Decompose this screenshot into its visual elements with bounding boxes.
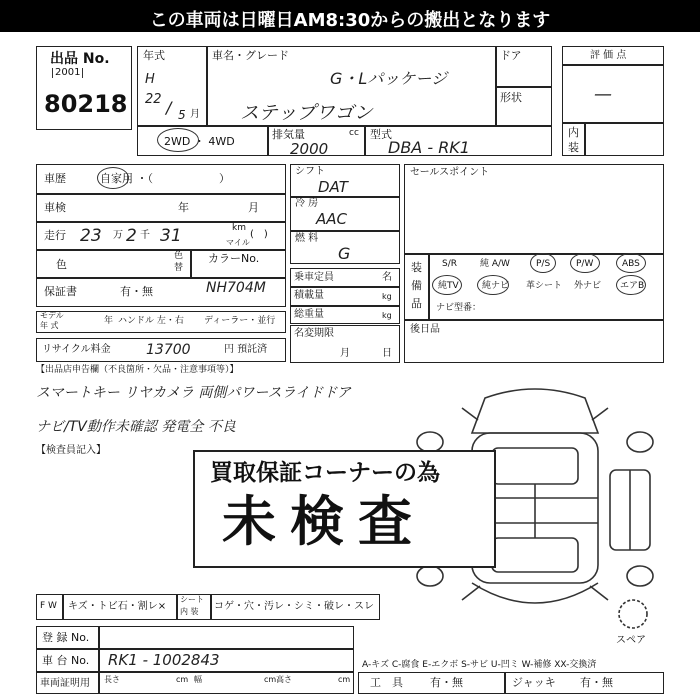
score-box [562,46,664,156]
warranty-options: 有・無 [120,285,153,298]
history-private-circle [97,167,129,189]
equip-pw: P/W [576,259,594,269]
gross-unit: kg [382,311,392,320]
registration-label: 登 録 No. [42,631,90,644]
seat-label-2: 内 装 [180,607,199,616]
arrival-label: 後日品 [410,324,440,335]
inspection-label: 車検 [44,201,66,214]
model-year-year: 22 [145,92,162,107]
equip-tv: 純TV [438,281,459,291]
vehicle-label: 車名・グレード [212,49,289,62]
mileage-paren: ( ) [250,229,268,240]
capacity-label: 乗車定員 [294,272,334,283]
equipment-label-1: 装 [411,261,422,274]
interior-label-1: 内 [568,126,579,139]
equip-airbag: エアB [620,281,645,291]
drive-2wd-circle [157,128,199,152]
model-year-row-label1: モデル [40,311,64,320]
mileage-km: km [232,223,246,233]
inspection-year-unit: 年 [178,201,189,214]
recycle-value: 13700 [146,342,191,358]
displacement-label: 排気量 [272,128,305,141]
recycle-label: リサイクル料金 [42,344,111,355]
color-change-2: 替 [174,263,184,273]
model-code-value: DBA - RK1 [388,138,470,157]
tools-box [358,672,664,694]
mileage-rest: 31 [160,226,182,246]
shift-label: シフト [295,166,325,177]
displacement-unit: cc [349,128,359,138]
equip-abs-circle [616,253,646,273]
aircon-label: 冷 房 [295,198,319,209]
aircon-value: AAC [316,210,347,228]
interior-label-2: 装 [568,141,579,154]
model-year-label: 年式 [143,49,165,62]
car-roof-front [472,389,598,433]
banner-text: この車両は日曜日AM8:30からの搬出となります [149,10,551,31]
expiry-month-unit: 月 [340,348,350,359]
load-unit: kg [382,292,392,301]
notes-line-2: ナビ/TV動作未確認 発電全 不良 [36,419,236,435]
spare-circle [619,600,647,628]
dealer-options: ディーラー・並行 [204,316,276,326]
expiry-label: 名変期限 [294,328,334,339]
model-year-era: H [145,72,155,87]
sales-point-label: セールスポイント [410,167,490,178]
jack-label: ジャッキ [512,676,556,689]
load-label: 積載量 [294,290,324,301]
cert-wide: 幅 [194,675,202,684]
color-label: 色 [56,258,67,271]
history-options: 自家用 ・（ ） [100,172,230,185]
equip-navi-circle [477,275,509,295]
equip-ps-circle [530,253,556,273]
model-year-slash: / [166,98,172,117]
jack-options: 有・無 [580,676,613,689]
mileage-label: 走行 [44,229,66,242]
score-value: — [594,84,612,105]
equip-airbag-circle [616,275,646,295]
shape-label: 形状 [500,91,522,104]
expiry-day-unit: 日 [382,348,392,359]
notes-line-1: スマートキー リヤカメラ 両側パワースライドドア [36,385,351,401]
notes-label: 【出品店申告欄（不良箇所・欠品・注意事項等）】 [36,365,239,375]
equip-ps: P/S [536,259,551,269]
model-year-month-unit: 月 [190,109,200,120]
door-label: ドア [500,49,522,62]
fuel-label: 燃 料 [295,233,319,244]
inspection-month-unit: 月 [248,201,259,214]
equipment-label-2: 備 [411,279,422,292]
mileage-ten-thousand: 23 [80,226,102,246]
model-year-month: 5 [178,108,186,122]
lot-number: 80218 [44,90,128,118]
equip-tv-circle [432,275,462,295]
color-code-label: カラーNo. [208,252,260,265]
color-code-value: NH704M [206,280,266,296]
cert-label: 車両証明用 [40,678,90,689]
equip-leather: 革シート [526,281,563,291]
chassis-value: RK1 - 1002843 [108,651,220,669]
lot-year-tag: 2001 [52,68,83,78]
mileage-thousand: 2 [126,226,137,246]
navi-model-label: ナビ型番： [436,303,482,313]
vehicle-name: ステップワゴン [240,102,373,124]
windshield-label: F W [40,601,57,611]
equip-ext-navi: 外ナビ [574,281,602,291]
score-label: 評 価 点 [590,50,627,61]
car-rear [472,583,598,603]
color-change-1: 色 [174,251,184,261]
lot-label: 出品 No. [50,51,110,67]
equip-abs: ABS [622,259,640,269]
drive-options: 2WD ・ 4WD [164,135,235,148]
mileage-man: 万 [113,230,123,241]
model-year-row-unit: 年 [104,316,114,326]
equip-navi: 純ナビ [482,281,510,291]
equip-pw-circle [570,253,600,273]
cert-long-unit: cm [176,675,189,684]
handle-options: ハンドル 左・右 [118,316,184,326]
chassis-label: 車 台 No. [42,654,90,667]
mileage-sen: 千 [140,230,150,241]
model-code-label: 型式 [370,128,392,141]
warranty-label: 保証書 [44,285,77,298]
inspector-label: 【検査員記入】 [36,445,106,456]
cert-long: 長さ [104,675,120,684]
gross-label: 総重量 [294,309,324,320]
arrival-box [404,320,664,363]
cert-high: 高さ [276,675,292,684]
tools-label: 工 具 [370,676,403,689]
shift-value: DAT [318,178,348,196]
legend: A-キズ C-腐食 E-エクボ S-サビ U-凹ミ W-補修 XX-交換済 [362,660,597,670]
displacement-value: 2000 [290,140,329,158]
fuel-value: G [338,244,351,263]
cert-high-unit: cm [338,675,351,684]
model-year-row-label2: 年 式 [40,321,59,330]
capacity-unit: 名 [382,272,392,283]
cert-wide-unit: cm [264,675,277,684]
equip-sr: S/R [442,259,457,269]
stamp-line-2: 未検査 [222,490,426,553]
seat-items: コゲ・穴・汚レ・シミ・破レ・スレ [214,601,374,612]
windshield-items: キズ・トビ石・割レ× [68,601,167,612]
mileage-mile: マイル [226,238,250,247]
equipment-label-3: 品 [411,297,422,310]
equip-aw: 純 A/W [480,259,510,269]
vehicle-grade: G・Lパッケージ [330,69,447,88]
stamp-line-1: 買取保証コーナーの為 [210,460,440,486]
seat-label-1: シート [180,595,204,604]
recycle-unit: 円 預託済 [224,344,268,355]
spare-label: スペア [616,635,646,646]
history-label: 車歴 [44,172,66,185]
tools-options: 有・無 [430,676,463,689]
